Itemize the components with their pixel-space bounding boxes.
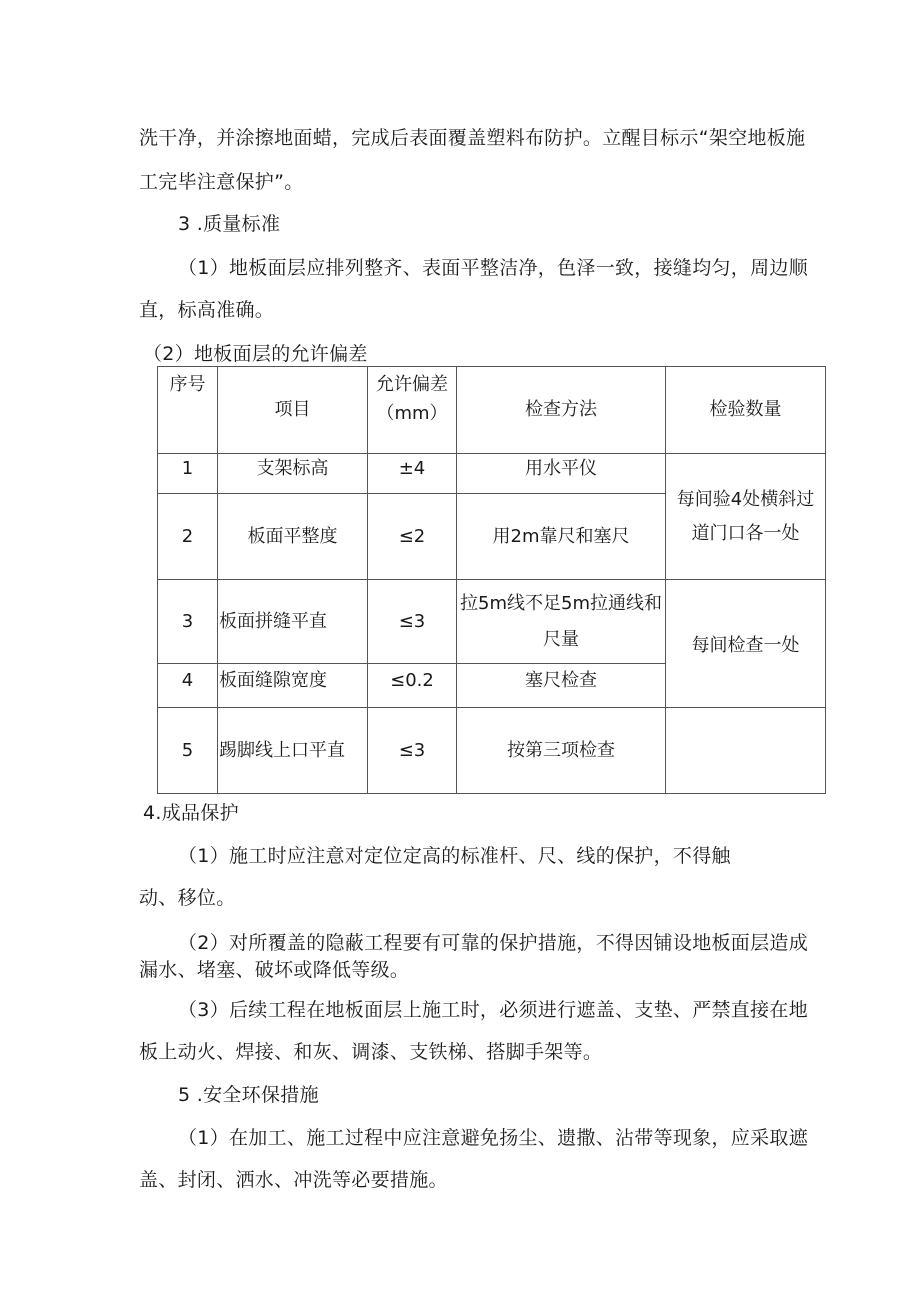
cell-seq: 2 bbox=[158, 494, 218, 580]
paragraph-continuation-line2: 工完毕注意保护”。 bbox=[139, 171, 304, 193]
cell-item: 板面拼缝平直 bbox=[218, 580, 368, 664]
protection-item-3-line2: 板上动火、焊接、和灰、调漆、支铁梯、搭脚手架等。 bbox=[139, 1041, 603, 1063]
cell-quantity-group-3 bbox=[666, 708, 826, 794]
quality-item-1-line1: （1）地板面层应排列整齐、表面平整洁净，色泽一致，接缝均匀，周边顺 bbox=[178, 257, 808, 279]
protection-item-3-line1: （3）后续工程在地板面层上施工时，必须进行遮盖、支垫、严禁直接在地 bbox=[178, 999, 808, 1021]
cell-method: 用水平仪 bbox=[457, 454, 666, 494]
cell-tolerance: ≤2 bbox=[368, 494, 457, 580]
cell-method: 按第三项检查 bbox=[457, 708, 666, 794]
table-row bbox=[158, 708, 826, 794]
protection-item-2-line2: 漏水、堵塞、破坏或降低等级。 bbox=[139, 959, 410, 981]
section-heading-quality: 3 .质量标准 bbox=[178, 213, 281, 235]
paragraph-continuation-line1: 洗干净，并涂擦地面蜡，完成后表面覆盖塑料布防护。立醒目标示“架空地板施 bbox=[139, 127, 806, 149]
cell-tolerance: ≤0.2 bbox=[368, 664, 457, 708]
protection-item-1-line2: 动、移位。 bbox=[139, 887, 236, 909]
section-heading-safety: 5 .安全环保措施 bbox=[178, 1084, 319, 1106]
header-tolerance: 允许偏差（mm） bbox=[368, 367, 457, 454]
protection-item-2-line1: （2）对所覆盖的隐蔽工程要有可靠的保护措施，不得因铺设地板面层造成 bbox=[178, 932, 808, 954]
section-heading-protection: 4.成品保护 bbox=[143, 802, 239, 824]
safety-item-1-line2: 盖、封闭、洒水、冲洗等必要措施。 bbox=[139, 1169, 448, 1191]
table-header-row bbox=[158, 367, 826, 454]
cell-item: 踢脚线上口平直 bbox=[218, 708, 368, 794]
cell-seq: 4 bbox=[158, 664, 218, 708]
cell-seq: 1 bbox=[158, 454, 218, 494]
cell-quantity-group-1: 每间验4处横斜过道门口各一处 bbox=[666, 454, 826, 580]
cell-seq: 5 bbox=[158, 708, 218, 794]
cell-item: 支架标高 bbox=[218, 454, 368, 494]
cell-method: 用2m靠尺和塞尺 bbox=[457, 494, 666, 580]
cell-tolerance: ±4 bbox=[368, 454, 457, 494]
table-row bbox=[158, 454, 826, 494]
table-caption: （2）地板面层的允许偏差 bbox=[143, 343, 368, 365]
header-item: 项目 bbox=[218, 367, 368, 454]
cell-quantity-group-2: 每间检查一处 bbox=[666, 580, 826, 708]
safety-item-1-line1: （1）在加工、施工过程中应注意避免扬尘、遗撒、沾带等现象，应采取遮 bbox=[178, 1127, 808, 1149]
header-seq: 序号 bbox=[158, 367, 218, 454]
cell-item: 板面平整度 bbox=[218, 494, 368, 580]
cell-tolerance: ≤3 bbox=[368, 708, 457, 794]
cell-seq: 3 bbox=[158, 580, 218, 664]
table-row bbox=[158, 580, 826, 664]
header-method: 检查方法 bbox=[457, 367, 666, 454]
cell-method: 拉5m线不足5m拉通线和尺量 bbox=[457, 580, 666, 664]
cell-tolerance: ≤3 bbox=[368, 580, 457, 664]
quality-item-1-line2: 直，标高准确。 bbox=[139, 299, 275, 321]
protection-item-1-line1: （1）施工时应注意对定位定高的标准杆、尺、线的保护，不得触 bbox=[178, 845, 731, 867]
cell-method: 塞尺检查 bbox=[457, 664, 666, 708]
tolerance-table bbox=[157, 366, 826, 794]
cell-item: 板面缝隙宽度 bbox=[218, 664, 368, 708]
header-quantity: 检验数量 bbox=[666, 367, 826, 454]
